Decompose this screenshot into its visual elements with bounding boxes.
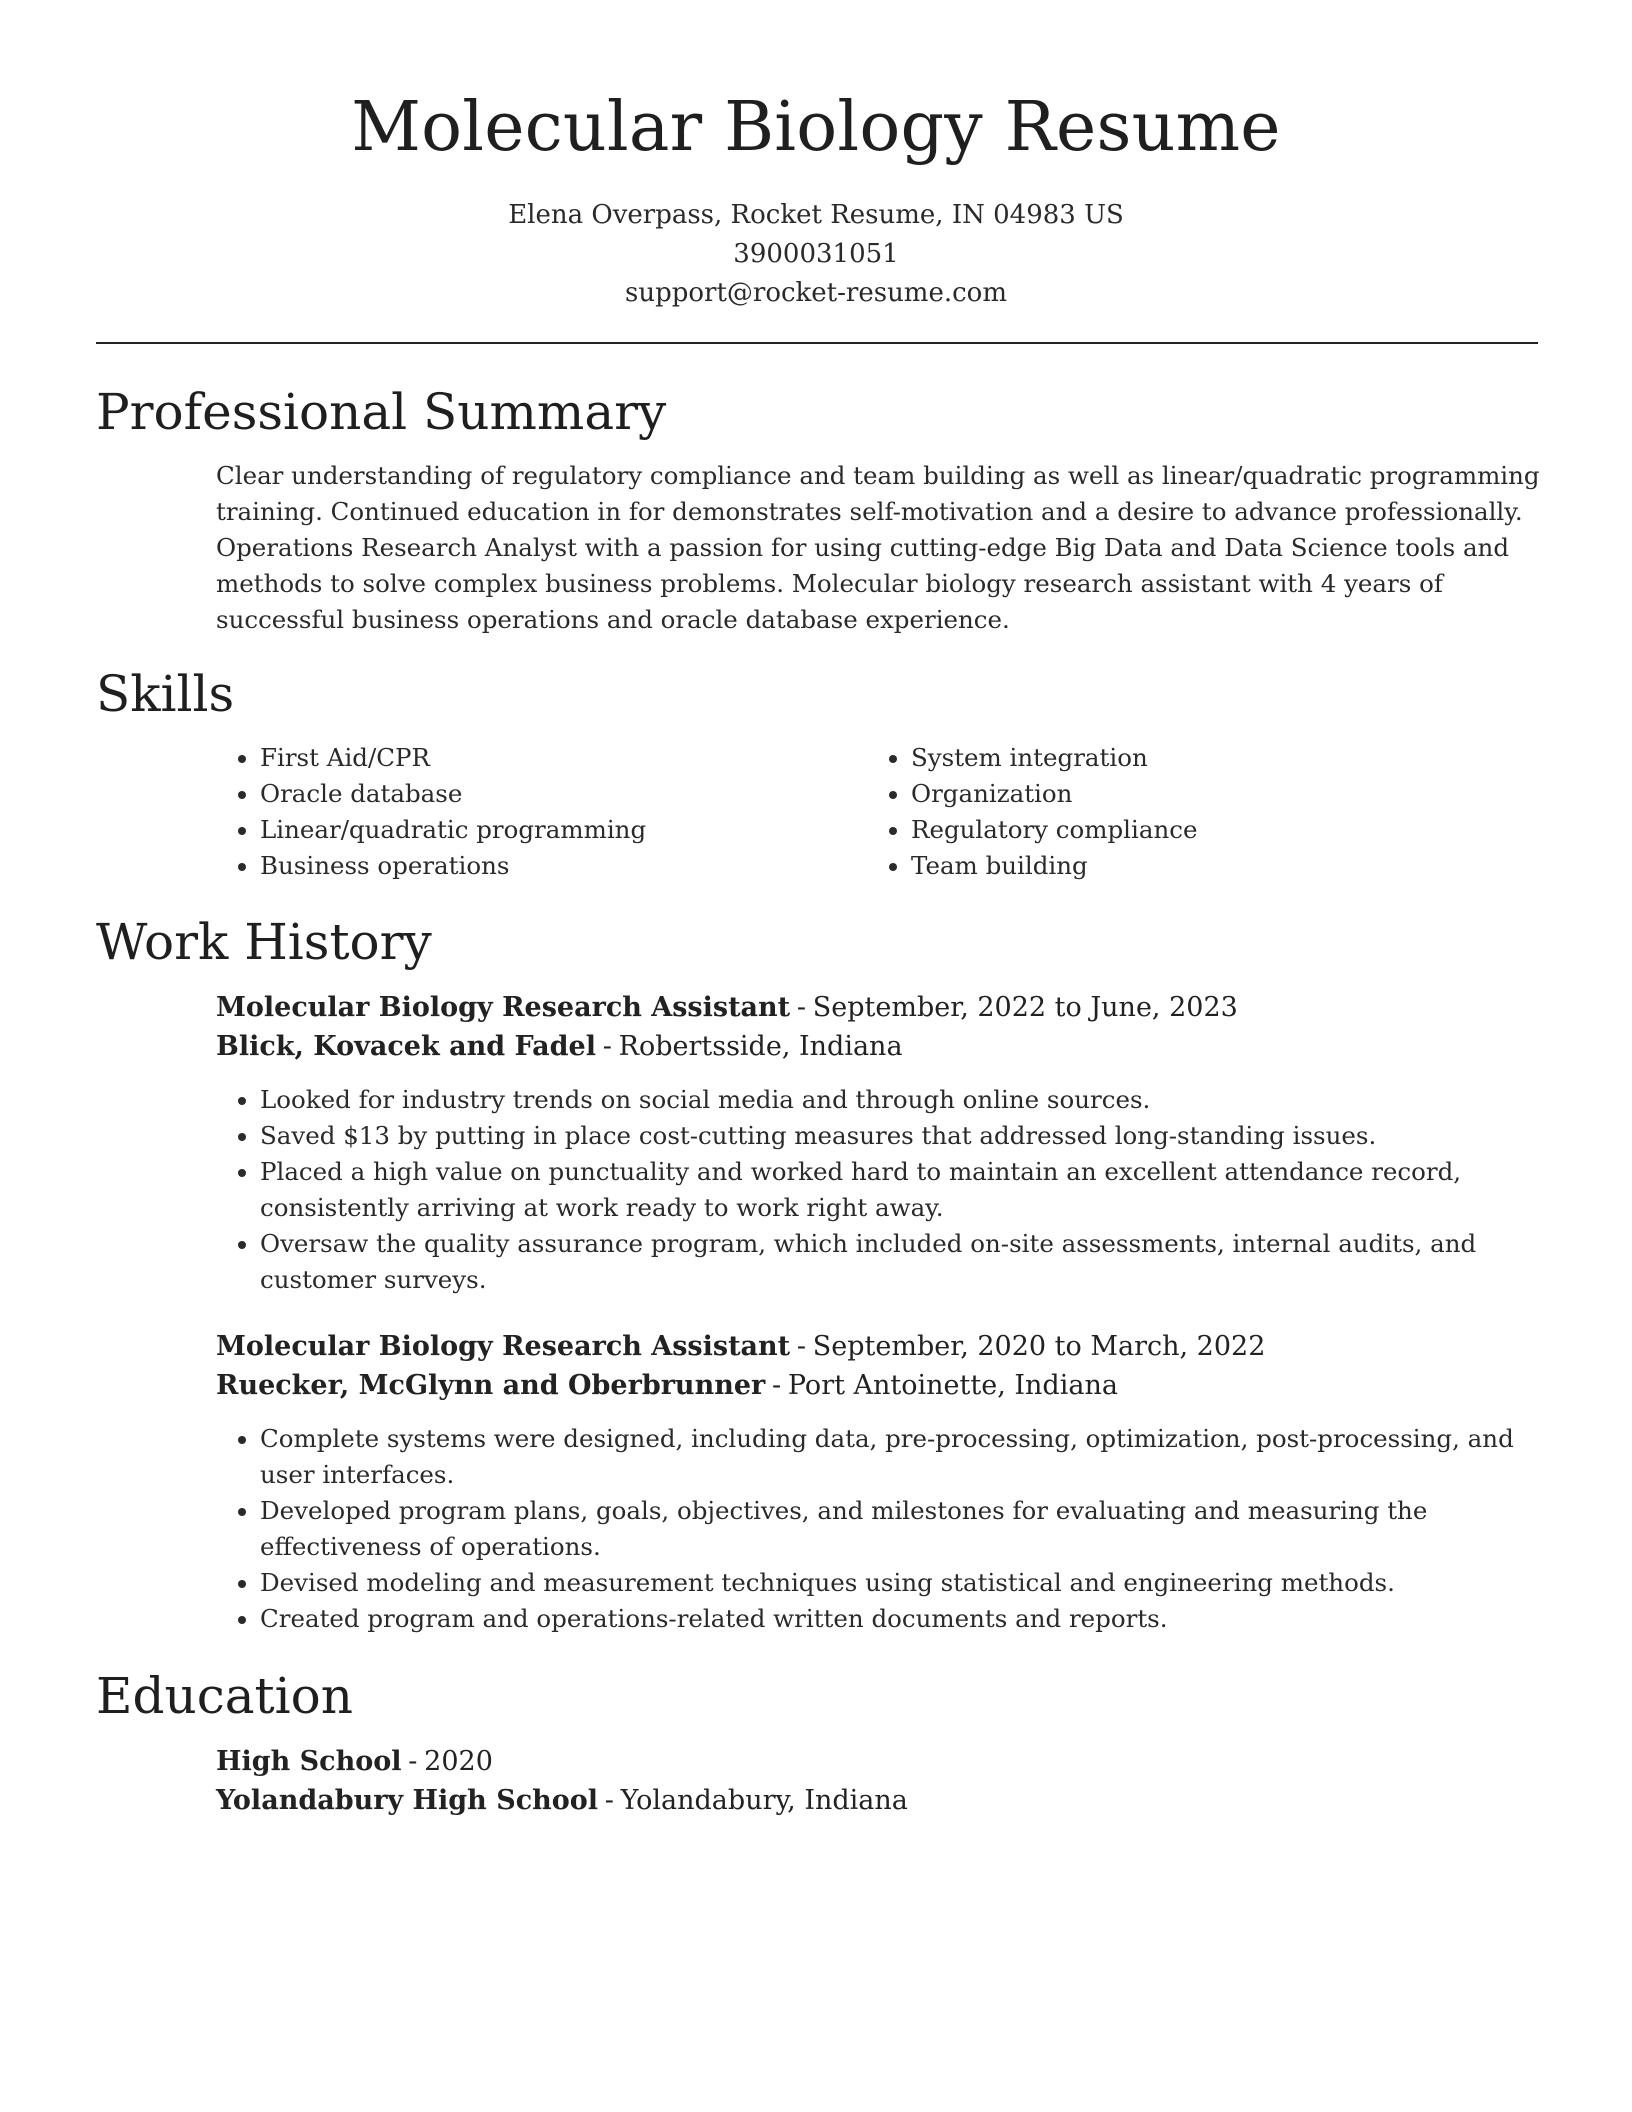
separator: - xyxy=(604,1785,614,1816)
skill-item: • Regulatory compliance xyxy=(911,812,1518,848)
separator: - xyxy=(796,992,807,1023)
separator: - xyxy=(771,1370,782,1401)
job-company: Blick, Kovacek and Fadel xyxy=(216,1031,596,1062)
contact-info xyxy=(0,196,1632,313)
job-dates: September, 2022 to June, 2023 xyxy=(812,992,1238,1023)
job-location: Port Antoinette, Indiana xyxy=(787,1370,1118,1401)
list-item: • Developed program plans, goals, objectives, and milestones for evaluating and measuring the effectiveness of operations. xyxy=(260,1493,1546,1565)
skill-item: • System integration xyxy=(911,740,1518,776)
work-heading: Work History xyxy=(96,913,432,971)
list-item: • Created program and operations-related written documents and reports. xyxy=(260,1601,1546,1637)
job-title: Molecular Biology Research Assistant xyxy=(216,992,791,1023)
list-item: • Placed a high value on punctuality and worked hard to maintain an excellent attendance record, consistently arriving at work ready to work right away. xyxy=(260,1154,1546,1226)
job-company: Ruecker, McGlynn and Oberbrunner xyxy=(216,1370,766,1401)
list-item: • Oversaw the quality assurance program, which included on-site assessments, internal audits, and customer surveys. xyxy=(260,1226,1546,1298)
job-company-line xyxy=(216,1027,1546,1066)
job-bullets xyxy=(216,1082,1546,1298)
contact-email: support@rocket-resume.com xyxy=(624,278,1007,308)
skill-item: • Business operations xyxy=(260,848,867,884)
education-school: Yolandabury High School xyxy=(216,1785,599,1816)
job-company-line xyxy=(216,1366,1546,1405)
education-year: 2020 xyxy=(424,1746,493,1777)
separator: - xyxy=(796,1331,807,1362)
skills-column-right xyxy=(867,740,1518,884)
education-heading: Education xyxy=(96,1667,353,1725)
education-location: Yolandabury, Indiana xyxy=(620,1785,908,1816)
resume-header xyxy=(0,0,1632,313)
list-item: • Complete systems were designed, including data, pre-processing, optimization, post-processing, and user interfaces. xyxy=(260,1421,1546,1493)
list-item: • Looked for industry trends on social media and through online sources. xyxy=(260,1082,1546,1118)
summary-text: Clear understanding of regulatory compliance and team building as well as linear/quadratic programming training. Continued education in for demonstrates self-motivation and a desire to advance professionally. Operations Research Analyst with a passion for using cutting-edge Big Data and Data Science tools and methods to solve complex business problems. Molecular biology research assistant with 4 years of successful business operations and oracle database experience. xyxy=(216,461,1540,634)
skills-list xyxy=(216,740,1536,884)
contact-address: Elena Overpass, Rocket Resume, IN 04983 US xyxy=(508,200,1124,230)
job-bullets xyxy=(216,1421,1546,1637)
skill-item: • First Aid/CPR xyxy=(260,740,867,776)
skills-column-left xyxy=(216,740,867,884)
contact-phone: 3900031051 xyxy=(733,239,899,269)
skills-heading: Skills xyxy=(96,665,235,723)
job-location: Robertsside, Indiana xyxy=(618,1031,903,1062)
skill-item: • Organization xyxy=(911,776,1518,812)
education-school-line xyxy=(216,1781,1546,1820)
job-entry xyxy=(216,988,1546,1298)
summary-section xyxy=(216,458,1546,638)
header-divider xyxy=(96,342,1538,344)
separator: - xyxy=(602,1031,612,1062)
skill-item: • Team building xyxy=(911,848,1518,884)
job-title-line xyxy=(216,1327,1546,1366)
job-title: Molecular Biology Research Assistant xyxy=(216,1331,791,1362)
list-item: • Devised modeling and measurement techniques using statistical and engineering methods. xyxy=(260,1565,1546,1601)
separator: - xyxy=(408,1746,418,1777)
skill-item: • Linear/quadratic programming xyxy=(260,812,867,848)
summary-heading: Professional Summary xyxy=(96,383,667,441)
job-dates: September, 2020 to March, 2022 xyxy=(812,1331,1266,1362)
education-degree: High School xyxy=(216,1746,402,1777)
education-entry xyxy=(216,1742,1546,1820)
list-item: • Saved $13 by putting in place cost-cutting measures that addressed long-standing issues. xyxy=(260,1118,1546,1154)
skill-item: • Oracle database xyxy=(260,776,867,812)
resume-title: Molecular Biology Resume xyxy=(351,88,1281,167)
job-entry xyxy=(216,1327,1546,1637)
job-title-line xyxy=(216,988,1546,1027)
education-degree-line xyxy=(216,1742,1546,1781)
